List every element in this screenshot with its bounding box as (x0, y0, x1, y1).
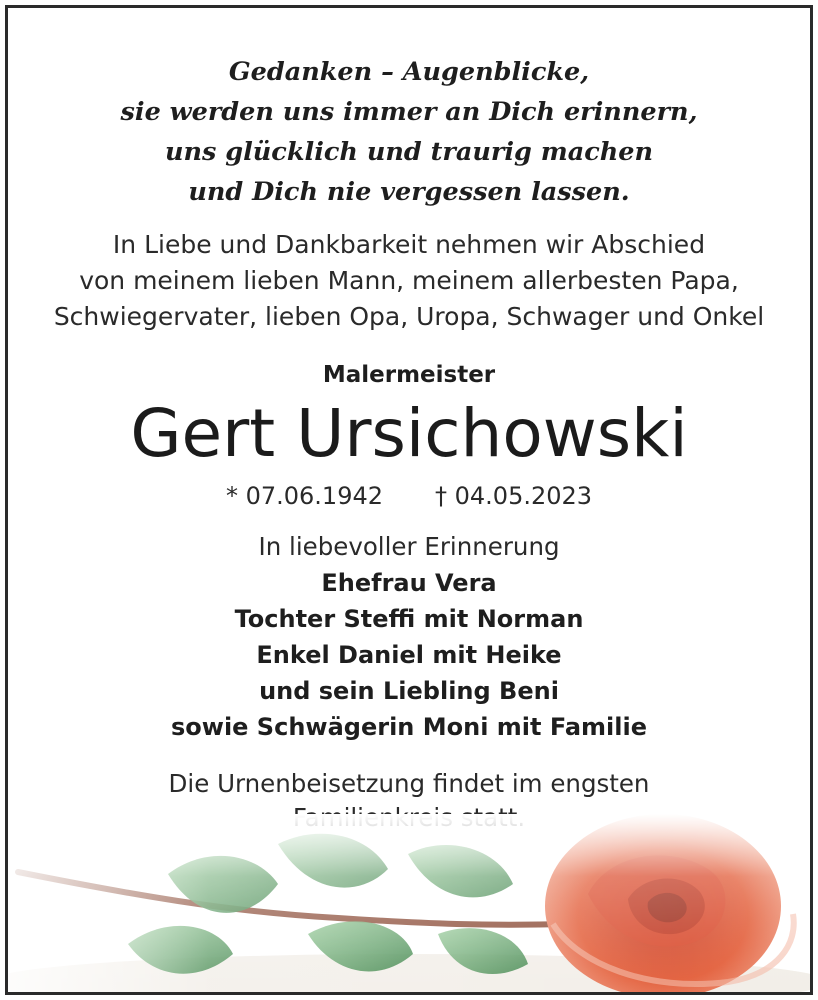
death-date: † 04.05.2023 (435, 482, 593, 510)
obituary-card (5, 5, 813, 995)
mourner: Enkel Daniel mit Heike (256, 641, 562, 669)
farewell-line: Schwiegervater, lieben Opa, Uropa, Schwager und Onkel (53, 302, 765, 331)
mourner: Tochter Steffi mit Norman (234, 605, 584, 633)
obituary-content (8, 8, 810, 835)
farewell-line: von meinem lieben Mann, meinem allerbesten Papa, (79, 266, 739, 295)
deceased-name: Gert Ursichowski (130, 395, 688, 472)
birth-date: * 07.06.1942 (225, 482, 383, 510)
memory-label: In liebevoller Erinnerung (258, 532, 560, 561)
poem-line: sie werden uns immer an Dich erinnern, (120, 97, 698, 127)
profession-title: Malermeister (322, 362, 496, 388)
mourners-list (8, 565, 810, 745)
poem-line: Gedanken – Augenblicke, (228, 57, 590, 87)
mourner: Ehefrau Vera (321, 569, 497, 597)
mourner: und sein Liebling Beni (259, 677, 559, 705)
mourner: sowie Schwägerin Moni mit Familie (171, 713, 647, 741)
life-dates (8, 479, 810, 513)
poem (8, 52, 810, 212)
farewell-text (8, 227, 810, 335)
poem-line: und Dich nie vergessen lassen. (188, 177, 630, 207)
burial-note-line: Die Urnenbeisetzung findet im engsten (168, 769, 650, 798)
rose-icon (8, 814, 810, 992)
poem-line: uns glücklich und traurig machen (164, 137, 654, 167)
farewell-line: In Liebe und Dankbarkeit nehmen wir Abschied (112, 230, 706, 259)
